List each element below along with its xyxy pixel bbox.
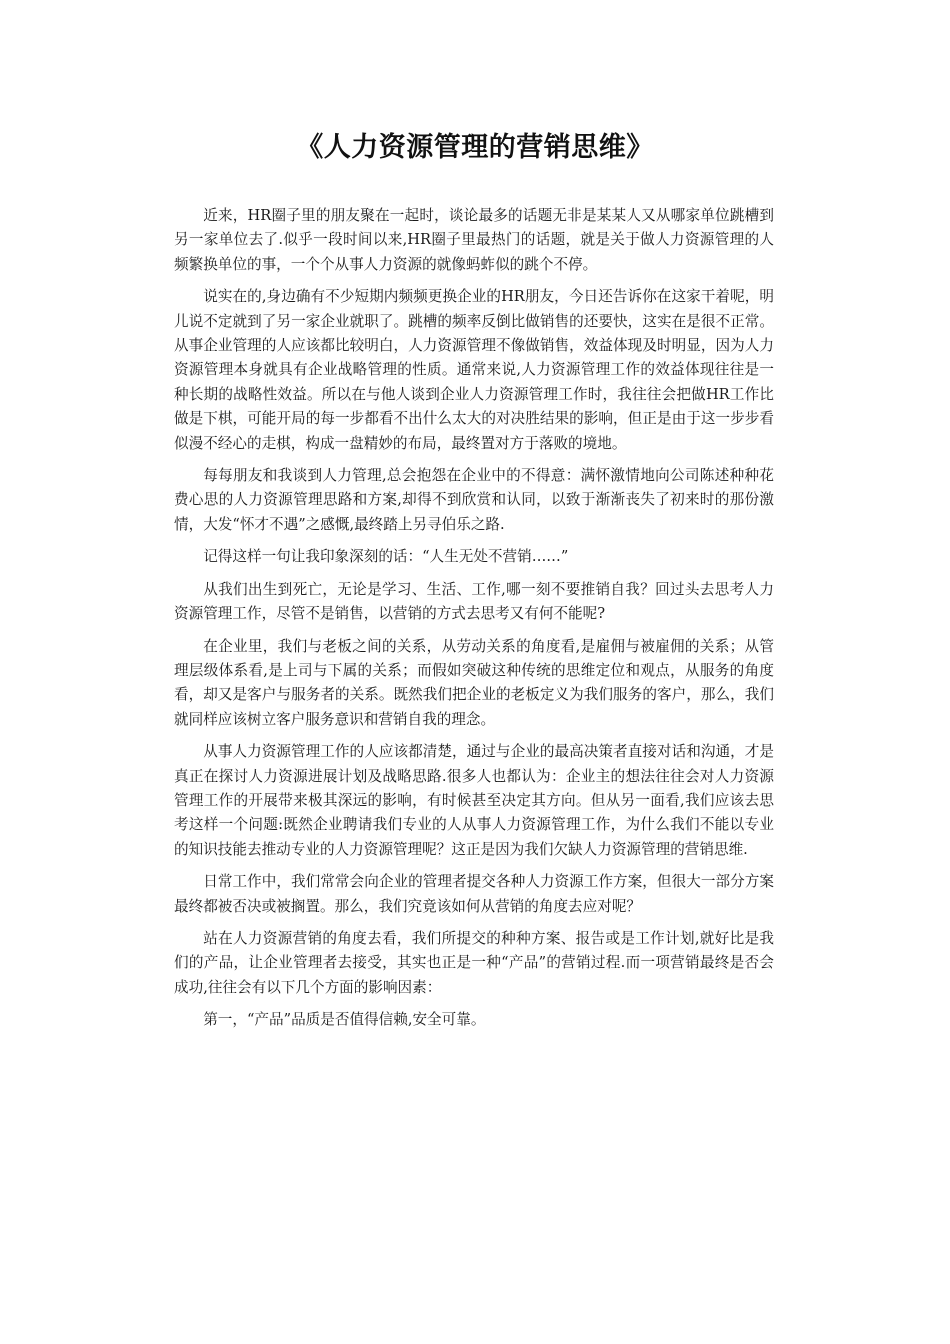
- paragraph: 说实在的,身边确有不少短期内频频更换企业的HR朋友，今日还告诉你在这家干着呢，明儿说不定就到了另一家企业就职了。跳槽的频率反倒比做销售的还要快，这实在是很不正常。从事企业管理的人应该都比较明白，人力资源管理不像做销售，效益体现及时明显，因为人力资源管理本身就具有企业战略管理的性质。通常来说,人力资源管理工作的效益体现往往是一种长期的战略性效益。所以在与他人谈到企业人力资源管理工作时，我往往会把做HR工作比做是下棋，可能开局的每一步都看不出什么太大的对决胜结果的影响，但正是由于这一步步看似漫不经心的走棋，构成一盘精妙的布局，最终置对方于落败的境地。: [174, 288, 774, 452]
- paragraph: 站在人力资源营销的角度去看，我们所提交的种种方案、报告或是工作计划,就好比是我们的产品，让企业管理者去接受，其实也正是一种“产品”的营销过程.而一项营销最终是否会成功,往往会有以下几个方面的影响因素：: [174, 929, 774, 996]
- paragraph: 第一，“产品”品质是否值得信赖,安全可靠。: [203, 1011, 486, 1029]
- paragraph: 在企业里，我们与老板之间的关系，从劳动关系的角度看,是雇佣与被雇佣的关系；从管理层级体系看,是上司与下属的关系；而假如突破这种传统的思维定位和观点，从服务的角度看，却又是客户与服务者的关系。既然我们把企业的老板定义为我们服务的客户，那么，我们就同样应该树立客户服务意识和营销自我的理念。: [174, 637, 774, 728]
- document-body: [174, 204, 774, 1041]
- paragraph: 从事人力资源管理工作的人应该都清楚，通过与企业的最高决策者直接对话和沟通，才是真正在探讨人力资源进展计划及战略思路.很多人也都认为：企业主的想法往往会对人力资源管理工作的开展带来极其深远的影响，有时候甚至决定其方向。但从另一面看,我们应该去思考这样一个问题:既然企业聘请我们专业的人从事人力资源管理工作，为什么我们不能以专业的知识技能去推动专业的人力资源管理呢？这正是因为我们欠缺人力资源管理的营销思维.: [174, 743, 774, 858]
- paragraph: 每每朋友和我谈到人力管理,总会抱怨在企业中的不得意：满怀激情地向公司陈述种种花费心思的人力资源管理思路和方案,却得不到欣赏和认同，以致于渐渐丧失了初来时的那份激情，大发“怀才不遇”之感慨,最终踏上另寻伯乐之路.: [174, 467, 774, 533]
- paragraph: 近来，HR圈子里的朋友聚在一起时，谈论最多的话题无非是某某人又从哪家单位跳槽到另一家单位去了.似乎一段时间以来,HR圈子里最热门的话题，就是关于做人力资源管理的人频繁换单位的事，一个个从事人力资源的就像蚂蚱似的跳个不停。: [174, 207, 774, 273]
- paragraph: 从我们出生到死亡，无论是学习、生活、工作,哪一刻不要推销自我？回过头去思考人力资源管理工作，尽管不是销售，以营销的方式去思考又有何不能呢?: [174, 580, 774, 623]
- paragraph: 日常工作中，我们常常会向企业的管理者提交各种人力资源工作方案，但很大一部分方案最终都被否决或被搁置。那么，我们究竟该如何从营销的角度去应对呢？: [174, 873, 774, 915]
- paragraph: 记得这样一句让我印象深刻的话：“人生无处不营销……”: [203, 548, 569, 566]
- document-title: 《人力资源管理的营销思维》: [296, 132, 654, 163]
